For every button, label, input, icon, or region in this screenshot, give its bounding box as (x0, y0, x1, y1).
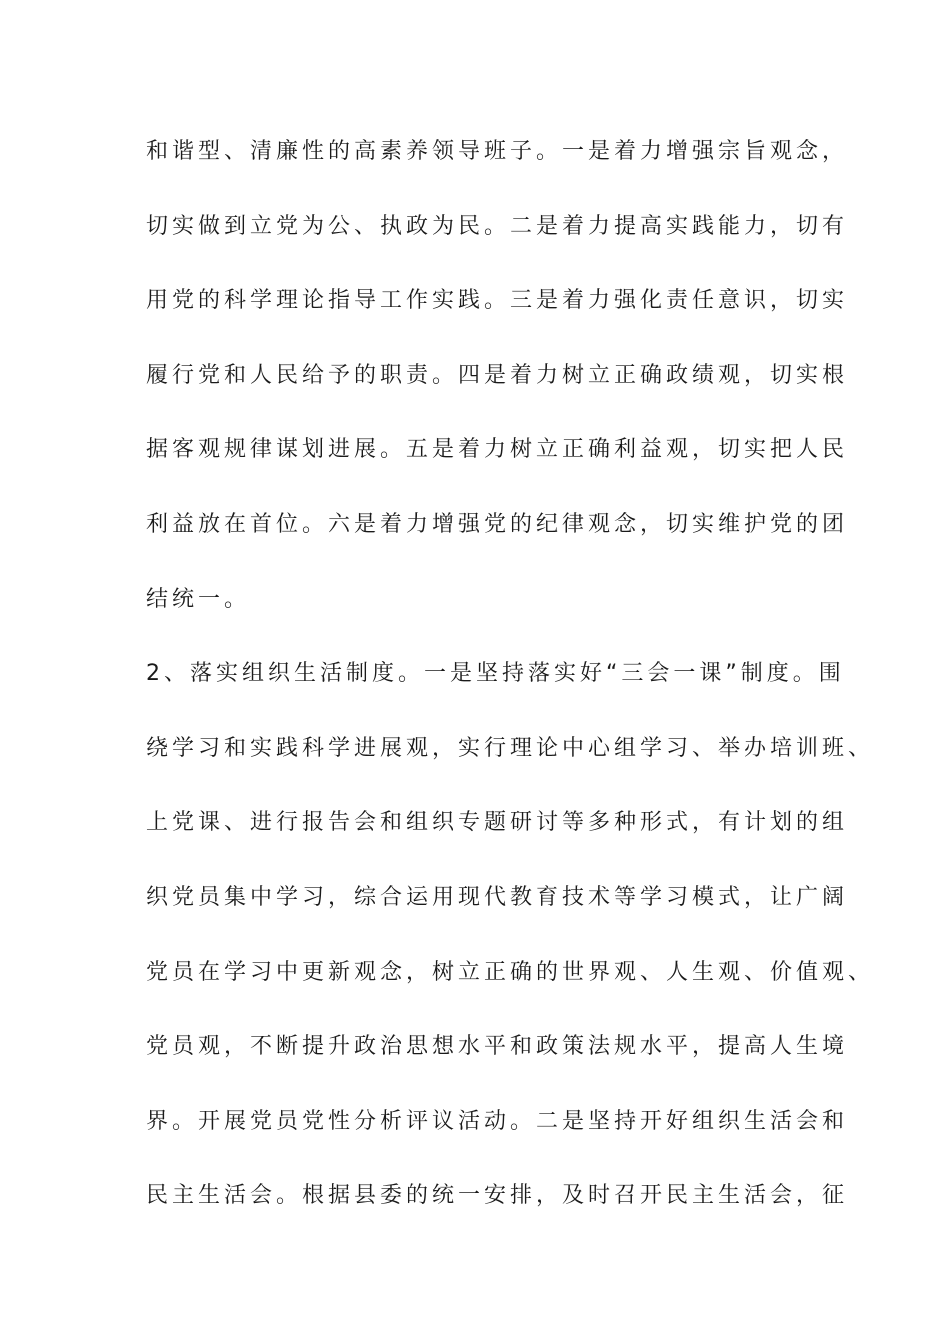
text-line: 据客观规律谋划进展。五是着力树立正确利益观，切实把人民 (146, 437, 849, 463)
text-line: 结统一。 (146, 586, 251, 612)
text-line: 切实做到立党为公、执政为民。二是着力提高实践能力，切有 (146, 213, 849, 239)
text-line: 党员在学习中更新观念，树立正确的世界观、人生观、价值观、 (146, 959, 875, 985)
text-line: 绕学习和实践科学进展观，实行理论中心组学习、举办培训班、 (146, 735, 875, 761)
text-line: 织党员集中学习，综合运用现代教育技术等学习模式，让广阔 (146, 884, 849, 910)
text-line: 用党的科学理论指导工作实践。三是着力强化责任意识，切实 (146, 288, 849, 314)
body-text (146, 132, 875, 1251)
text-line: 利益放在首位。六是着力增强党的纪律观念，切实维护党的团 (146, 511, 849, 537)
text-line: 民主生活会。根据县委的统一安排，及时召开民主生活会，征 (146, 1183, 849, 1209)
text-line: 履行党和人民给予的职责。四是着力树立正确政绩观，切实根 (146, 362, 849, 388)
text-line: 党员观，不断提升政治思想水平和政策法规水平，提高人生境 (146, 1034, 849, 1060)
text-line: 界。开展党员党性分析评议活动。二是坚持开好组织生活会和 (146, 1108, 849, 1134)
text-line: 2、落实组织生活制度。一是坚持落实好“三会一课”制度。围 (146, 661, 845, 687)
text-line: 和谐型、清廉性的高素养领导班子。一是着力增强宗旨观念， (146, 139, 849, 164)
text-line: 上党课、进行报告会和组织专题研讨等多种形式，有计划的组 (146, 810, 849, 836)
